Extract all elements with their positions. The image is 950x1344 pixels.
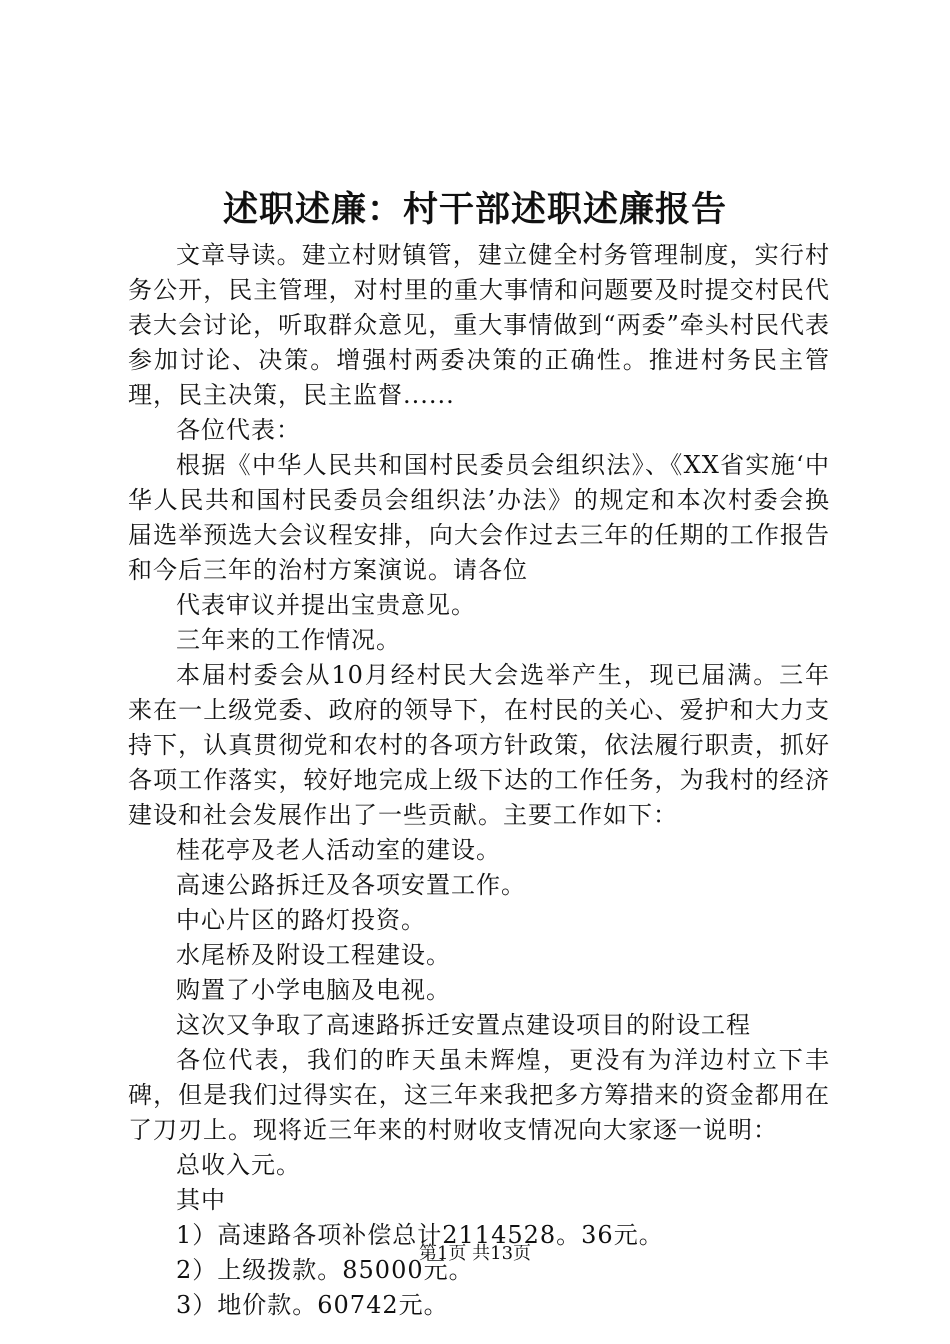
paragraph-finance-intro: 各位代表，我们的昨天虽未辉煌，更没有为洋边村立下丰碑，但是我们过得实在，这三年来我把多方筹措来的资金都用在了刀刃上。现将近三年来的村财收支情况向大家逐一说明： bbox=[128, 1046, 830, 1144]
paragraph-request: 代表审议并提出宝贵意见。 bbox=[176, 591, 476, 619]
list-item: 高速公路拆迁及各项安置工作。 bbox=[176, 871, 526, 899]
page-number-footer: 第1页 共13页 bbox=[418, 1243, 532, 1264]
list-item: 水尾桥及附设工程建设。 bbox=[176, 941, 451, 969]
income-item: 2）上级拨款。85000元。 bbox=[176, 1256, 474, 1284]
paragraph-work-summary: 本届村委会从10月经村民大会选举产生，现已届满。三年来在一上级党委、政府的领导下，在村民的关心、爱护和大力支持下，认真贯彻党和农村的各项方针政策，依法履行职责，抓好各项工作落实，较好地完成上级下达的工作任务，为我村的经济建设和社会发展作出了一些贡献。主要工作如下： bbox=[128, 661, 830, 829]
paragraph-heading-work: 三年来的工作情况。 bbox=[176, 626, 401, 654]
paragraph-total-income: 总收入元。 bbox=[176, 1151, 301, 1179]
paragraph-salutation: 各位代表： bbox=[176, 416, 301, 444]
list-item: 购置了小学电脑及电视。 bbox=[176, 976, 451, 1004]
document-body bbox=[128, 238, 830, 1323]
list-item: 这次又争取了高速路拆迁安置点建设项目的附设工程 bbox=[176, 1011, 751, 1039]
paragraph-intro: 文章导读。建立村财镇管，建立健全村务管理制度，实行村务公开，民主管理，对村里的重大事情和问题要及时提交村民代表大会讨论，听取群众意见，重大事情做到“两委”牵头村民代表参加讨论、决策。增强村两委决策的正确性。推进村务民主管理，民主决策，民主监督...... bbox=[128, 241, 830, 409]
income-item: 1）高速路各项补偿总计2114528。36元。 bbox=[176, 1221, 664, 1249]
paragraph-of-which: 其中 bbox=[176, 1186, 226, 1214]
paragraph-basis: 根据《中华人民共和国村民委员会组织法》、《XX省实施‘中华人民共和国村民委员会组织法’办法》的规定和本次村委会换届选举预选大会议程安排，向大会作过去三年的任期的工作报告和今后三年的治村方案演说。请各位 bbox=[128, 451, 830, 584]
document-title: 述职述廉：村干部述职述廉报告 bbox=[222, 189, 727, 230]
list-item: 中心片区的路灯投资。 bbox=[176, 906, 426, 934]
list-item: 桂花亭及老人活动室的建设。 bbox=[176, 836, 501, 864]
income-item: 3）地价款。60742元。 bbox=[176, 1291, 449, 1319]
